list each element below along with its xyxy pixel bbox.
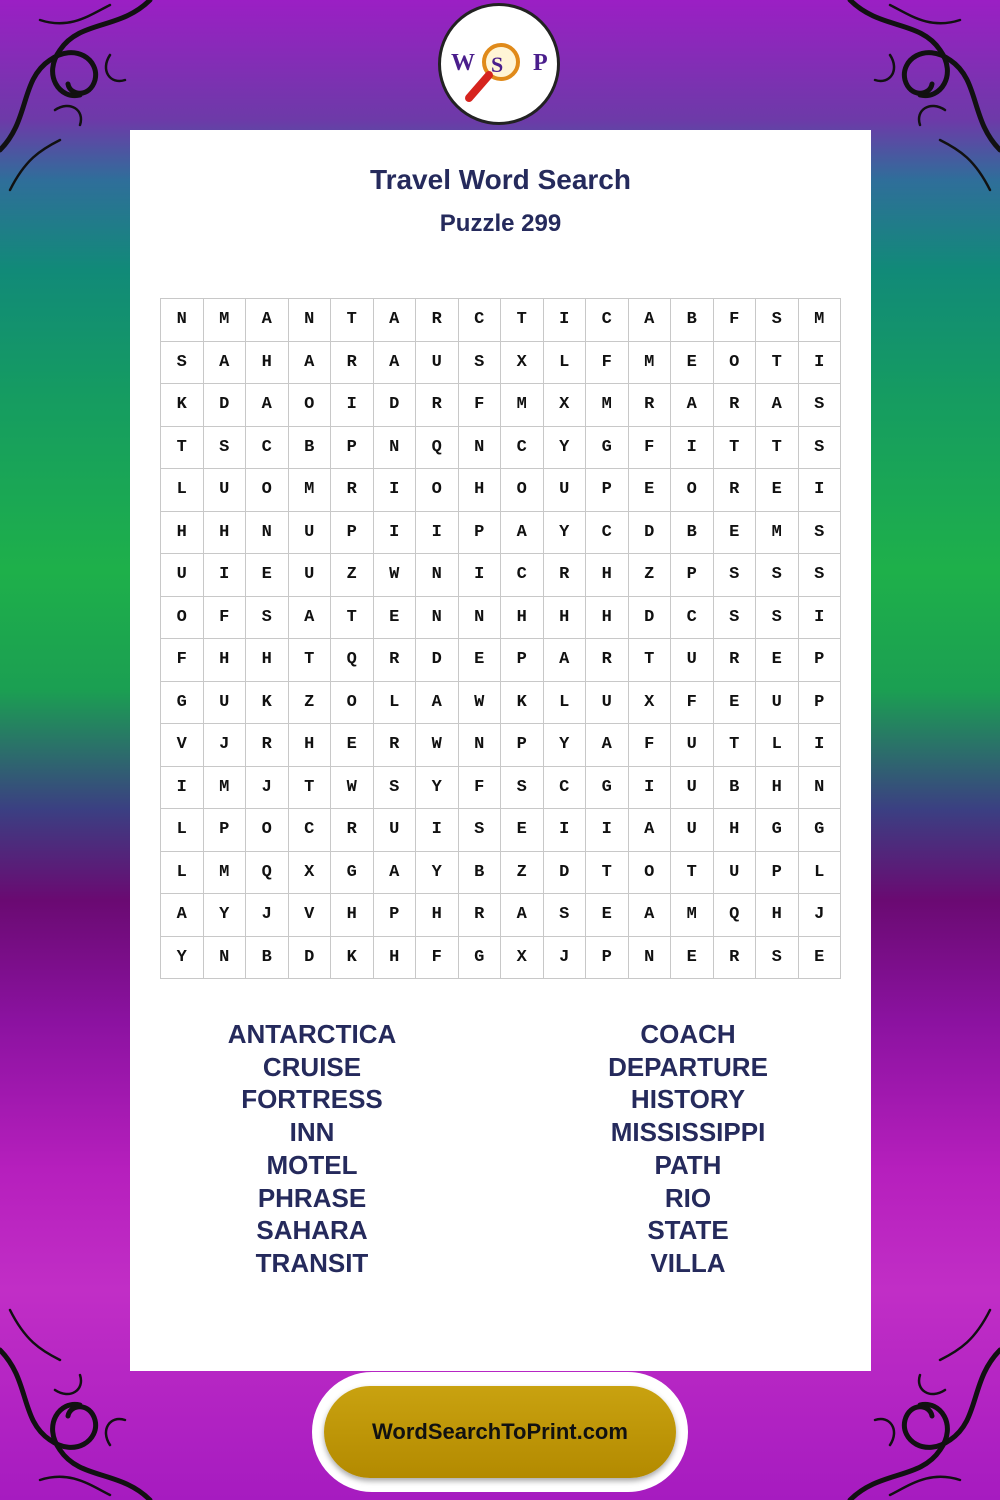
grid-cell[interactable]: E — [671, 342, 714, 385]
grid-cell[interactable]: U — [289, 512, 332, 555]
grid-cell[interactable]: Z — [501, 852, 544, 895]
grid-cell[interactable]: G — [586, 427, 629, 470]
grid-cell[interactable]: I — [799, 469, 842, 512]
grid-cell[interactable]: A — [289, 597, 332, 640]
grid-cell[interactable]: U — [671, 809, 714, 852]
grid-cell[interactable]: A — [501, 512, 544, 555]
grid-cell[interactable]: S — [799, 384, 842, 427]
grid-cell[interactable]: S — [544, 894, 587, 937]
grid-cell[interactable]: I — [799, 724, 842, 767]
grid-cell[interactable]: I — [629, 767, 672, 810]
puzzle-sheet — [130, 130, 871, 1371]
grid-cell[interactable]: Y — [544, 512, 587, 555]
grid-cell[interactable]: Y — [204, 894, 247, 937]
grid-cell[interactable]: T — [714, 427, 757, 470]
word-list-item: HISTORY — [630, 1084, 746, 1115]
grid-cell[interactable]: F — [204, 597, 247, 640]
grid-cell[interactable]: I — [671, 427, 714, 470]
grid-cell[interactable]: I — [586, 809, 629, 852]
footer-badge — [312, 1372, 688, 1492]
grid-cell[interactable]: W — [331, 767, 374, 810]
grid-cell[interactable]: O — [331, 682, 374, 725]
grid-cell[interactable]: K — [246, 682, 289, 725]
grid-cell[interactable]: D — [544, 852, 587, 895]
grid-cell[interactable]: P — [671, 554, 714, 597]
grid-cell[interactable]: I — [204, 554, 247, 597]
grid-cell[interactable]: E — [501, 809, 544, 852]
grid-cell[interactable]: S — [799, 512, 842, 555]
grid-cell[interactable]: I — [799, 342, 842, 385]
grid-cell[interactable]: B — [714, 767, 757, 810]
grid-cell[interactable]: G — [459, 937, 502, 980]
word-list-item: RIO — [664, 1182, 712, 1213]
grid-cell[interactable]: B — [459, 852, 502, 895]
grid-cell[interactable]: T — [161, 427, 204, 470]
grid-cell[interactable]: H — [586, 554, 629, 597]
grid-cell[interactable]: N — [161, 299, 204, 342]
grid-cell[interactable]: E — [331, 724, 374, 767]
grid-cell[interactable]: L — [544, 682, 587, 725]
grid-cell[interactable]: G — [756, 809, 799, 852]
grid-cell[interactable]: U — [671, 639, 714, 682]
grid-cell[interactable]: Q — [331, 639, 374, 682]
grid-cell[interactable]: N — [459, 597, 502, 640]
grid-cell[interactable]: H — [246, 639, 289, 682]
site-url: WordSearchToPrint.com — [372, 1419, 628, 1444]
grid-cell[interactable]: M — [204, 852, 247, 895]
grid-cell[interactable]: I — [374, 512, 417, 555]
grid-cell[interactable]: S — [374, 767, 417, 810]
grid-cell[interactable]: S — [756, 554, 799, 597]
grid-cell[interactable]: A — [374, 299, 417, 342]
grid-cell[interactable]: C — [501, 554, 544, 597]
grid-cell[interactable]: A — [161, 894, 204, 937]
grid-cell[interactable]: E — [246, 554, 289, 597]
grid-cell[interactable]: M — [204, 767, 247, 810]
puzzle-number: Puzzle 299 — [439, 210, 562, 237]
grid-cell[interactable]: R — [714, 639, 757, 682]
grid-cell[interactable]: A — [416, 682, 459, 725]
grid-cell[interactable]: B — [671, 512, 714, 555]
grid-cell[interactable]: X — [289, 852, 332, 895]
grid-cell[interactable]: U — [161, 554, 204, 597]
grid-cell[interactable]: H — [501, 597, 544, 640]
grid-cell[interactable]: Y — [544, 724, 587, 767]
site-link-button[interactable] — [324, 1386, 676, 1478]
grid-cell[interactable]: K — [161, 384, 204, 427]
grid-cell[interactable]: T — [756, 342, 799, 385]
grid-cell[interactable]: T — [629, 639, 672, 682]
grid-cell[interactable]: F — [629, 427, 672, 470]
grid-cell[interactable]: U — [416, 342, 459, 385]
grid-cell[interactable]: S — [799, 554, 842, 597]
grid-cell[interactable]: R — [331, 342, 374, 385]
grid-cell[interactable]: C — [501, 427, 544, 470]
word-list-item: STATE — [647, 1215, 729, 1246]
grid-cell[interactable]: C — [246, 427, 289, 470]
grid-cell[interactable]: T — [331, 299, 374, 342]
grid-cell[interactable]: N — [289, 299, 332, 342]
grid-cell[interactable]: I — [374, 469, 417, 512]
grid-cell[interactable]: K — [331, 937, 374, 980]
grid-cell[interactable]: V — [161, 724, 204, 767]
grid-cell[interactable]: M — [289, 469, 332, 512]
word-list-item: ANTARCTICA — [227, 1019, 397, 1049]
grid-cell[interactable]: A — [246, 384, 289, 427]
grid-cell[interactable]: U — [544, 469, 587, 512]
grid-cell[interactable]: M — [501, 384, 544, 427]
grid-cell[interactable]: C — [289, 809, 332, 852]
grid-cell[interactable]: O — [714, 342, 757, 385]
grid-cell[interactable]: X — [544, 384, 587, 427]
grid-cell[interactable]: N — [459, 724, 502, 767]
grid-cell[interactable]: R — [714, 384, 757, 427]
grid-cell[interactable]: A — [289, 342, 332, 385]
grid-cell[interactable]: U — [671, 767, 714, 810]
grid-cell[interactable]: X — [501, 937, 544, 980]
grid-cell[interactable]: Z — [289, 682, 332, 725]
grid-cell[interactable]: S — [161, 342, 204, 385]
grid-cell[interactable]: K — [501, 682, 544, 725]
grid-cell[interactable]: S — [459, 809, 502, 852]
grid-cell[interactable]: N — [416, 554, 459, 597]
grid-cell[interactable]: M — [629, 342, 672, 385]
grid-cell[interactable]: O — [289, 384, 332, 427]
grid-cell[interactable]: S — [204, 427, 247, 470]
grid-cell[interactable]: E — [586, 894, 629, 937]
grid-cell[interactable]: E — [374, 597, 417, 640]
grid-cell[interactable]: R — [374, 724, 417, 767]
grid-cell[interactable]: A — [629, 809, 672, 852]
grid-cell[interactable]: R — [374, 639, 417, 682]
grid-cell[interactable]: H — [756, 767, 799, 810]
grid-cell[interactable]: A — [374, 342, 417, 385]
grid-cell[interactable]: H — [289, 724, 332, 767]
word-list-item: MISSISSIPPI — [610, 1117, 766, 1148]
grid-cell[interactable]: R — [459, 894, 502, 937]
grid-cell[interactable]: W — [459, 682, 502, 725]
grid-cell[interactable]: G — [799, 809, 842, 852]
grid-cell[interactable]: F — [629, 724, 672, 767]
grid-cell[interactable]: A — [756, 384, 799, 427]
grid-cell[interactable]: E — [459, 639, 502, 682]
grid-cell[interactable]: B — [246, 937, 289, 980]
grid-cell[interactable]: B — [289, 427, 332, 470]
grid-cell[interactable]: P — [756, 852, 799, 895]
logo-letter-p: P — [533, 50, 548, 76]
grid-cell[interactable]: Q — [246, 852, 289, 895]
grid-cell[interactable]: H — [714, 809, 757, 852]
grid-cell[interactable]: O — [246, 469, 289, 512]
grid-cell[interactable]: M — [586, 384, 629, 427]
letter-grid — [160, 298, 841, 979]
grid-cell[interactable]: H — [204, 639, 247, 682]
grid-cell[interactable]: Q — [714, 894, 757, 937]
grid-cell[interactable]: X — [501, 342, 544, 385]
grid-cell[interactable]: W — [374, 554, 417, 597]
grid-cell[interactable]: F — [459, 767, 502, 810]
grid-cell[interactable]: E — [756, 639, 799, 682]
grid-cell[interactable]: B — [671, 299, 714, 342]
grid-cell[interactable]: C — [671, 597, 714, 640]
grid-cell[interactable]: T — [331, 597, 374, 640]
grid-cell[interactable]: R — [544, 554, 587, 597]
grid-cell[interactable]: A — [501, 894, 544, 937]
grid-cell[interactable]: X — [629, 682, 672, 725]
grid-cell[interactable]: Y — [416, 767, 459, 810]
grid-cell[interactable]: L — [756, 724, 799, 767]
grid-cell[interactable]: N — [374, 427, 417, 470]
grid-cell[interactable]: R — [416, 299, 459, 342]
grid-cell[interactable]: S — [756, 299, 799, 342]
word-list-item: VILLA — [650, 1247, 726, 1278]
grid-cell[interactable]: A — [204, 342, 247, 385]
word-list-item: FORTRESS — [241, 1084, 383, 1115]
grid-cell[interactable]: H — [756, 894, 799, 937]
grid-cell[interactable]: T — [289, 639, 332, 682]
grid-cell[interactable]: N — [416, 597, 459, 640]
grid-cell[interactable]: T — [756, 427, 799, 470]
grid-cell[interactable]: J — [799, 894, 842, 937]
grid-cell[interactable]: C — [544, 767, 587, 810]
grid-cell[interactable]: D — [204, 384, 247, 427]
grid-cell[interactable]: H — [161, 512, 204, 555]
grid-cell[interactable]: P — [586, 469, 629, 512]
grid-cell[interactable]: N — [629, 937, 672, 980]
grid-cell[interactable]: T — [289, 767, 332, 810]
logo-letter-w: W — [451, 50, 475, 76]
grid-cell[interactable]: J — [204, 724, 247, 767]
grid-cell[interactable]: O — [416, 469, 459, 512]
grid-cell[interactable]: F — [714, 299, 757, 342]
grid-cell[interactable]: N — [246, 512, 289, 555]
grid-cell[interactable]: D — [629, 597, 672, 640]
grid-cell[interactable]: Y — [544, 427, 587, 470]
grid-cell[interactable]: R — [331, 469, 374, 512]
grid-cell[interactable]: H — [374, 937, 417, 980]
grid-cell[interactable]: I — [416, 809, 459, 852]
word-list-left — [147, 1018, 477, 1280]
grid-cell[interactable]: R — [586, 639, 629, 682]
grid-cell[interactable]: D — [289, 937, 332, 980]
grid-cell[interactable]: I — [161, 767, 204, 810]
grid-cell[interactable]: S — [714, 554, 757, 597]
grid-cell[interactable]: P — [799, 639, 842, 682]
grid-cell[interactable]: S — [756, 597, 799, 640]
grid-cell[interactable]: T — [586, 852, 629, 895]
grid-cell[interactable]: H — [586, 597, 629, 640]
grid-cell[interactable]: U — [586, 682, 629, 725]
grid-cell[interactable]: S — [714, 597, 757, 640]
grid-cell[interactable]: Y — [161, 937, 204, 980]
word-list-item: PATH — [654, 1149, 722, 1180]
grid-cell[interactable]: O — [671, 469, 714, 512]
grid-cell[interactable]: J — [246, 894, 289, 937]
grid-cell[interactable]: U — [289, 554, 332, 597]
grid-cell[interactable]: C — [586, 299, 629, 342]
site-logo[interactable] — [438, 3, 560, 125]
grid-cell[interactable]: E — [629, 469, 672, 512]
grid-cell[interactable]: O — [629, 852, 672, 895]
grid-cell[interactable]: S — [459, 342, 502, 385]
grid-cell[interactable]: Z — [331, 554, 374, 597]
grid-cell[interactable]: A — [671, 384, 714, 427]
grid-cell[interactable]: I — [459, 554, 502, 597]
grid-cell[interactable]: U — [204, 469, 247, 512]
grid-cell[interactable]: H — [544, 597, 587, 640]
grid-cell[interactable]: I — [799, 597, 842, 640]
grid-cell[interactable]: U — [671, 724, 714, 767]
grid-cell[interactable]: P — [501, 639, 544, 682]
grid-cell[interactable]: W — [416, 724, 459, 767]
word-list-item: CRUISE — [262, 1051, 362, 1082]
grid-cell[interactable]: M — [799, 299, 842, 342]
grid-cell[interactable]: V — [289, 894, 332, 937]
grid-cell[interactable]: G — [161, 682, 204, 725]
grid-cell[interactable]: D — [416, 639, 459, 682]
grid-cell[interactable]: A — [246, 299, 289, 342]
grid-cell[interactable]: N — [204, 937, 247, 980]
grid-cell[interactable]: P — [501, 724, 544, 767]
word-list-item: MOTEL — [266, 1149, 358, 1180]
grid-cell[interactable]: O — [501, 469, 544, 512]
grid-cell[interactable]: E — [671, 937, 714, 980]
grid-cell[interactable]: Z — [629, 554, 672, 597]
grid-cell[interactable]: P — [331, 512, 374, 555]
grid-cell[interactable]: E — [714, 682, 757, 725]
grid-cell[interactable]: D — [629, 512, 672, 555]
word-list-item: COACH — [640, 1019, 736, 1049]
grid-cell[interactable]: N — [799, 767, 842, 810]
grid-cell[interactable]: I — [544, 299, 587, 342]
grid-cell[interactable]: P — [374, 894, 417, 937]
grid-cell[interactable]: T — [501, 299, 544, 342]
grid-cell[interactable]: H — [459, 469, 502, 512]
grid-cell[interactable]: T — [714, 724, 757, 767]
grid-cell[interactable]: A — [629, 894, 672, 937]
grid-cell[interactable]: R — [416, 384, 459, 427]
grid-cell[interactable]: P — [459, 512, 502, 555]
grid-cell[interactable]: J — [246, 767, 289, 810]
grid-cell[interactable]: G — [586, 767, 629, 810]
word-list-item: DEPARTURE — [608, 1051, 768, 1082]
grid-cell[interactable]: M — [756, 512, 799, 555]
grid-cell[interactable]: L — [161, 852, 204, 895]
grid-cell[interactable]: O — [246, 809, 289, 852]
word-list-item: INN — [289, 1117, 335, 1148]
grid-cell[interactable]: U — [714, 852, 757, 895]
grid-cell[interactable]: A — [374, 852, 417, 895]
grid-cell[interactable]: S — [246, 597, 289, 640]
grid-cell[interactable]: L — [799, 852, 842, 895]
grid-cell[interactable]: R — [331, 809, 374, 852]
grid-cell[interactable]: A — [629, 299, 672, 342]
grid-cell[interactable]: U — [756, 682, 799, 725]
logo-letter-s: S — [491, 52, 504, 77]
grid-cell[interactable]: F — [161, 639, 204, 682]
grid-cell[interactable]: L — [161, 809, 204, 852]
grid-cell[interactable]: G — [331, 852, 374, 895]
grid-cell[interactable]: F — [671, 682, 714, 725]
grid-cell[interactable]: L — [374, 682, 417, 725]
grid-cell[interactable]: Y — [416, 852, 459, 895]
grid-cell[interactable]: C — [459, 299, 502, 342]
grid-cell[interactable]: R — [714, 469, 757, 512]
grid-cell[interactable]: H — [246, 342, 289, 385]
grid-cell[interactable]: S — [799, 427, 842, 470]
grid-cell[interactable]: C — [586, 512, 629, 555]
grid-cell[interactable]: E — [799, 937, 842, 980]
page-title: Travel Word Search — [370, 164, 631, 195]
grid-cell[interactable]: H — [204, 512, 247, 555]
grid-cell[interactable]: I — [331, 384, 374, 427]
word-list-right — [523, 1018, 853, 1280]
grid-cell[interactable]: A — [586, 724, 629, 767]
grid-cell[interactable]: I — [416, 512, 459, 555]
grid-cell[interactable]: U — [204, 682, 247, 725]
word-list-item: PHRASE — [257, 1182, 367, 1213]
word-list-item: SAHARA — [256, 1215, 368, 1246]
grid-cell[interactable]: L — [544, 342, 587, 385]
grid-cell[interactable]: P — [331, 427, 374, 470]
grid-cell[interactable]: I — [544, 809, 587, 852]
grid-cell[interactable]: H — [416, 894, 459, 937]
grid-cell[interactable]: R — [246, 724, 289, 767]
word-list-item: TRANSIT — [255, 1247, 369, 1278]
grid-cell[interactable]: H — [331, 894, 374, 937]
grid-cell[interactable]: N — [459, 427, 502, 470]
grid-cell[interactable]: E — [714, 512, 757, 555]
grid-cell[interactable]: M — [671, 894, 714, 937]
grid-cell[interactable]: M — [204, 299, 247, 342]
grid-cell[interactable]: E — [756, 469, 799, 512]
grid-cell[interactable]: A — [544, 639, 587, 682]
grid-cell[interactable]: J — [544, 937, 587, 980]
grid-cell[interactable]: Q — [416, 427, 459, 470]
grid-cell[interactable]: P — [586, 937, 629, 980]
grid-cell[interactable]: P — [799, 682, 842, 725]
grid-cell[interactable]: S — [756, 937, 799, 980]
grid-cell[interactable]: F — [586, 342, 629, 385]
grid-cell[interactable]: L — [161, 469, 204, 512]
grid-cell[interactable]: U — [374, 809, 417, 852]
grid-cell[interactable]: F — [416, 937, 459, 980]
grid-cell[interactable]: R — [714, 937, 757, 980]
grid-cell[interactable]: R — [629, 384, 672, 427]
grid-cell[interactable]: T — [671, 852, 714, 895]
grid-cell[interactable]: F — [459, 384, 502, 427]
grid-cell[interactable]: P — [204, 809, 247, 852]
grid-cell[interactable]: S — [501, 767, 544, 810]
grid-cell[interactable]: O — [161, 597, 204, 640]
grid-cell[interactable]: D — [374, 384, 417, 427]
